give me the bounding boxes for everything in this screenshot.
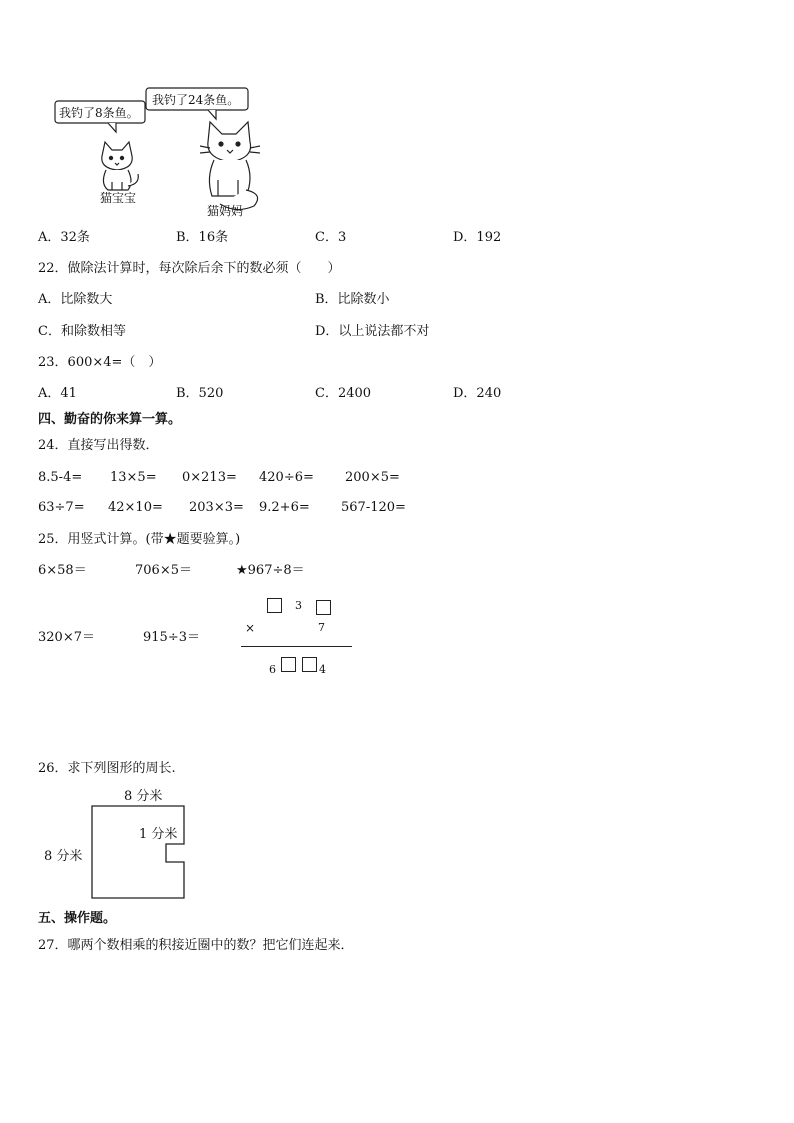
q25-item: 6×58＝ <box>38 563 87 578</box>
q23-option-b[interactable]: B．520 <box>176 386 224 401</box>
puzzle-blank-box[interactable] <box>267 598 282 613</box>
q24-item: 200×5= <box>345 470 400 485</box>
q24-item: 420÷6= <box>259 470 314 485</box>
q23-option-a[interactable]: A．41 <box>38 386 77 401</box>
q25-item: ★967÷8＝ <box>236 563 305 578</box>
perimeter-figure <box>90 804 190 900</box>
q23-stem: 23．600×4=（ ） <box>38 355 162 370</box>
q25-item: 320×7＝ <box>38 630 95 645</box>
puzzle-blank-box[interactable] <box>281 657 296 672</box>
q24-item: 567-120= <box>341 500 406 515</box>
puzzle-multiplier: 7 <box>318 621 325 634</box>
q24-item: 203×3= <box>189 500 244 515</box>
puzzle-result-first: 6 <box>269 663 276 676</box>
q25-item: 915÷3＝ <box>143 630 200 645</box>
kitten-label: 猫宝宝 <box>100 191 137 205</box>
kitten-speech: 我钓了8条鱼。 <box>59 106 139 120</box>
puzzle-result-last: 4 <box>319 663 326 676</box>
q26-left-label: 8 分米 <box>44 849 83 864</box>
q26-top-label: 8 分米 <box>124 789 163 804</box>
mother-cat-icon <box>200 122 260 210</box>
q21-option-d[interactable]: D．192 <box>453 230 502 245</box>
q26-stem: 26．求下列图形的周长. <box>38 761 176 776</box>
puzzle-top-digit: 3 <box>295 599 302 612</box>
section-5-heading: 五、操作题。 <box>38 911 117 926</box>
q22-option-a[interactable]: A．比除数大 <box>38 292 113 307</box>
puzzle-blank-box[interactable] <box>316 600 331 615</box>
q24-item: 42×10= <box>108 500 163 515</box>
q25-stem: 25．用竖式计算。(带★题要验算。) <box>38 532 241 547</box>
q22-option-d[interactable]: D．以上说法都不对 <box>315 324 430 339</box>
mother-label: 猫妈妈 <box>207 204 244 218</box>
mother-speech: 我钓了24条鱼。 <box>152 93 240 107</box>
q22-option-c[interactable]: C．和除数相等 <box>38 324 126 339</box>
q21-option-b[interactable]: B．16条 <box>176 230 229 245</box>
q23-option-d[interactable]: D．240 <box>453 386 502 401</box>
q24-item: 0×213= <box>182 470 237 485</box>
q27-stem: 27．哪两个数相乘的积接近圈中的数？把它们连起来． <box>38 938 354 953</box>
puzzle-times-sign: × <box>245 621 256 635</box>
q26-notch-label: 1 分米 <box>139 827 178 842</box>
q24-item: 13×5= <box>110 470 157 485</box>
puzzle-rule-line <box>241 646 352 647</box>
q21-option-a[interactable]: A．32条 <box>38 230 90 245</box>
q24-item: 8.5-4= <box>38 470 83 485</box>
q22-option-b[interactable]: B．比除数小 <box>315 292 390 307</box>
q22-stem: 22．做除法计算时，每次除后余下的数必须（ ） <box>38 261 341 276</box>
kitten-icon <box>102 142 138 190</box>
section-4-heading: 四、勤奋的你来算一算。 <box>38 412 182 427</box>
notched-square-shape <box>90 804 190 900</box>
q24-item: 63÷7= <box>38 500 85 515</box>
q24-stem: 24．直接写出得数． <box>38 438 159 453</box>
puzzle-blank-box[interactable] <box>302 657 317 672</box>
q24-item: 9.2+6= <box>259 500 310 515</box>
q21-option-c[interactable]: C．3 <box>315 230 347 245</box>
q23-option-c[interactable]: C．2400 <box>315 386 372 401</box>
q25-item: 706×5＝ <box>135 563 192 578</box>
